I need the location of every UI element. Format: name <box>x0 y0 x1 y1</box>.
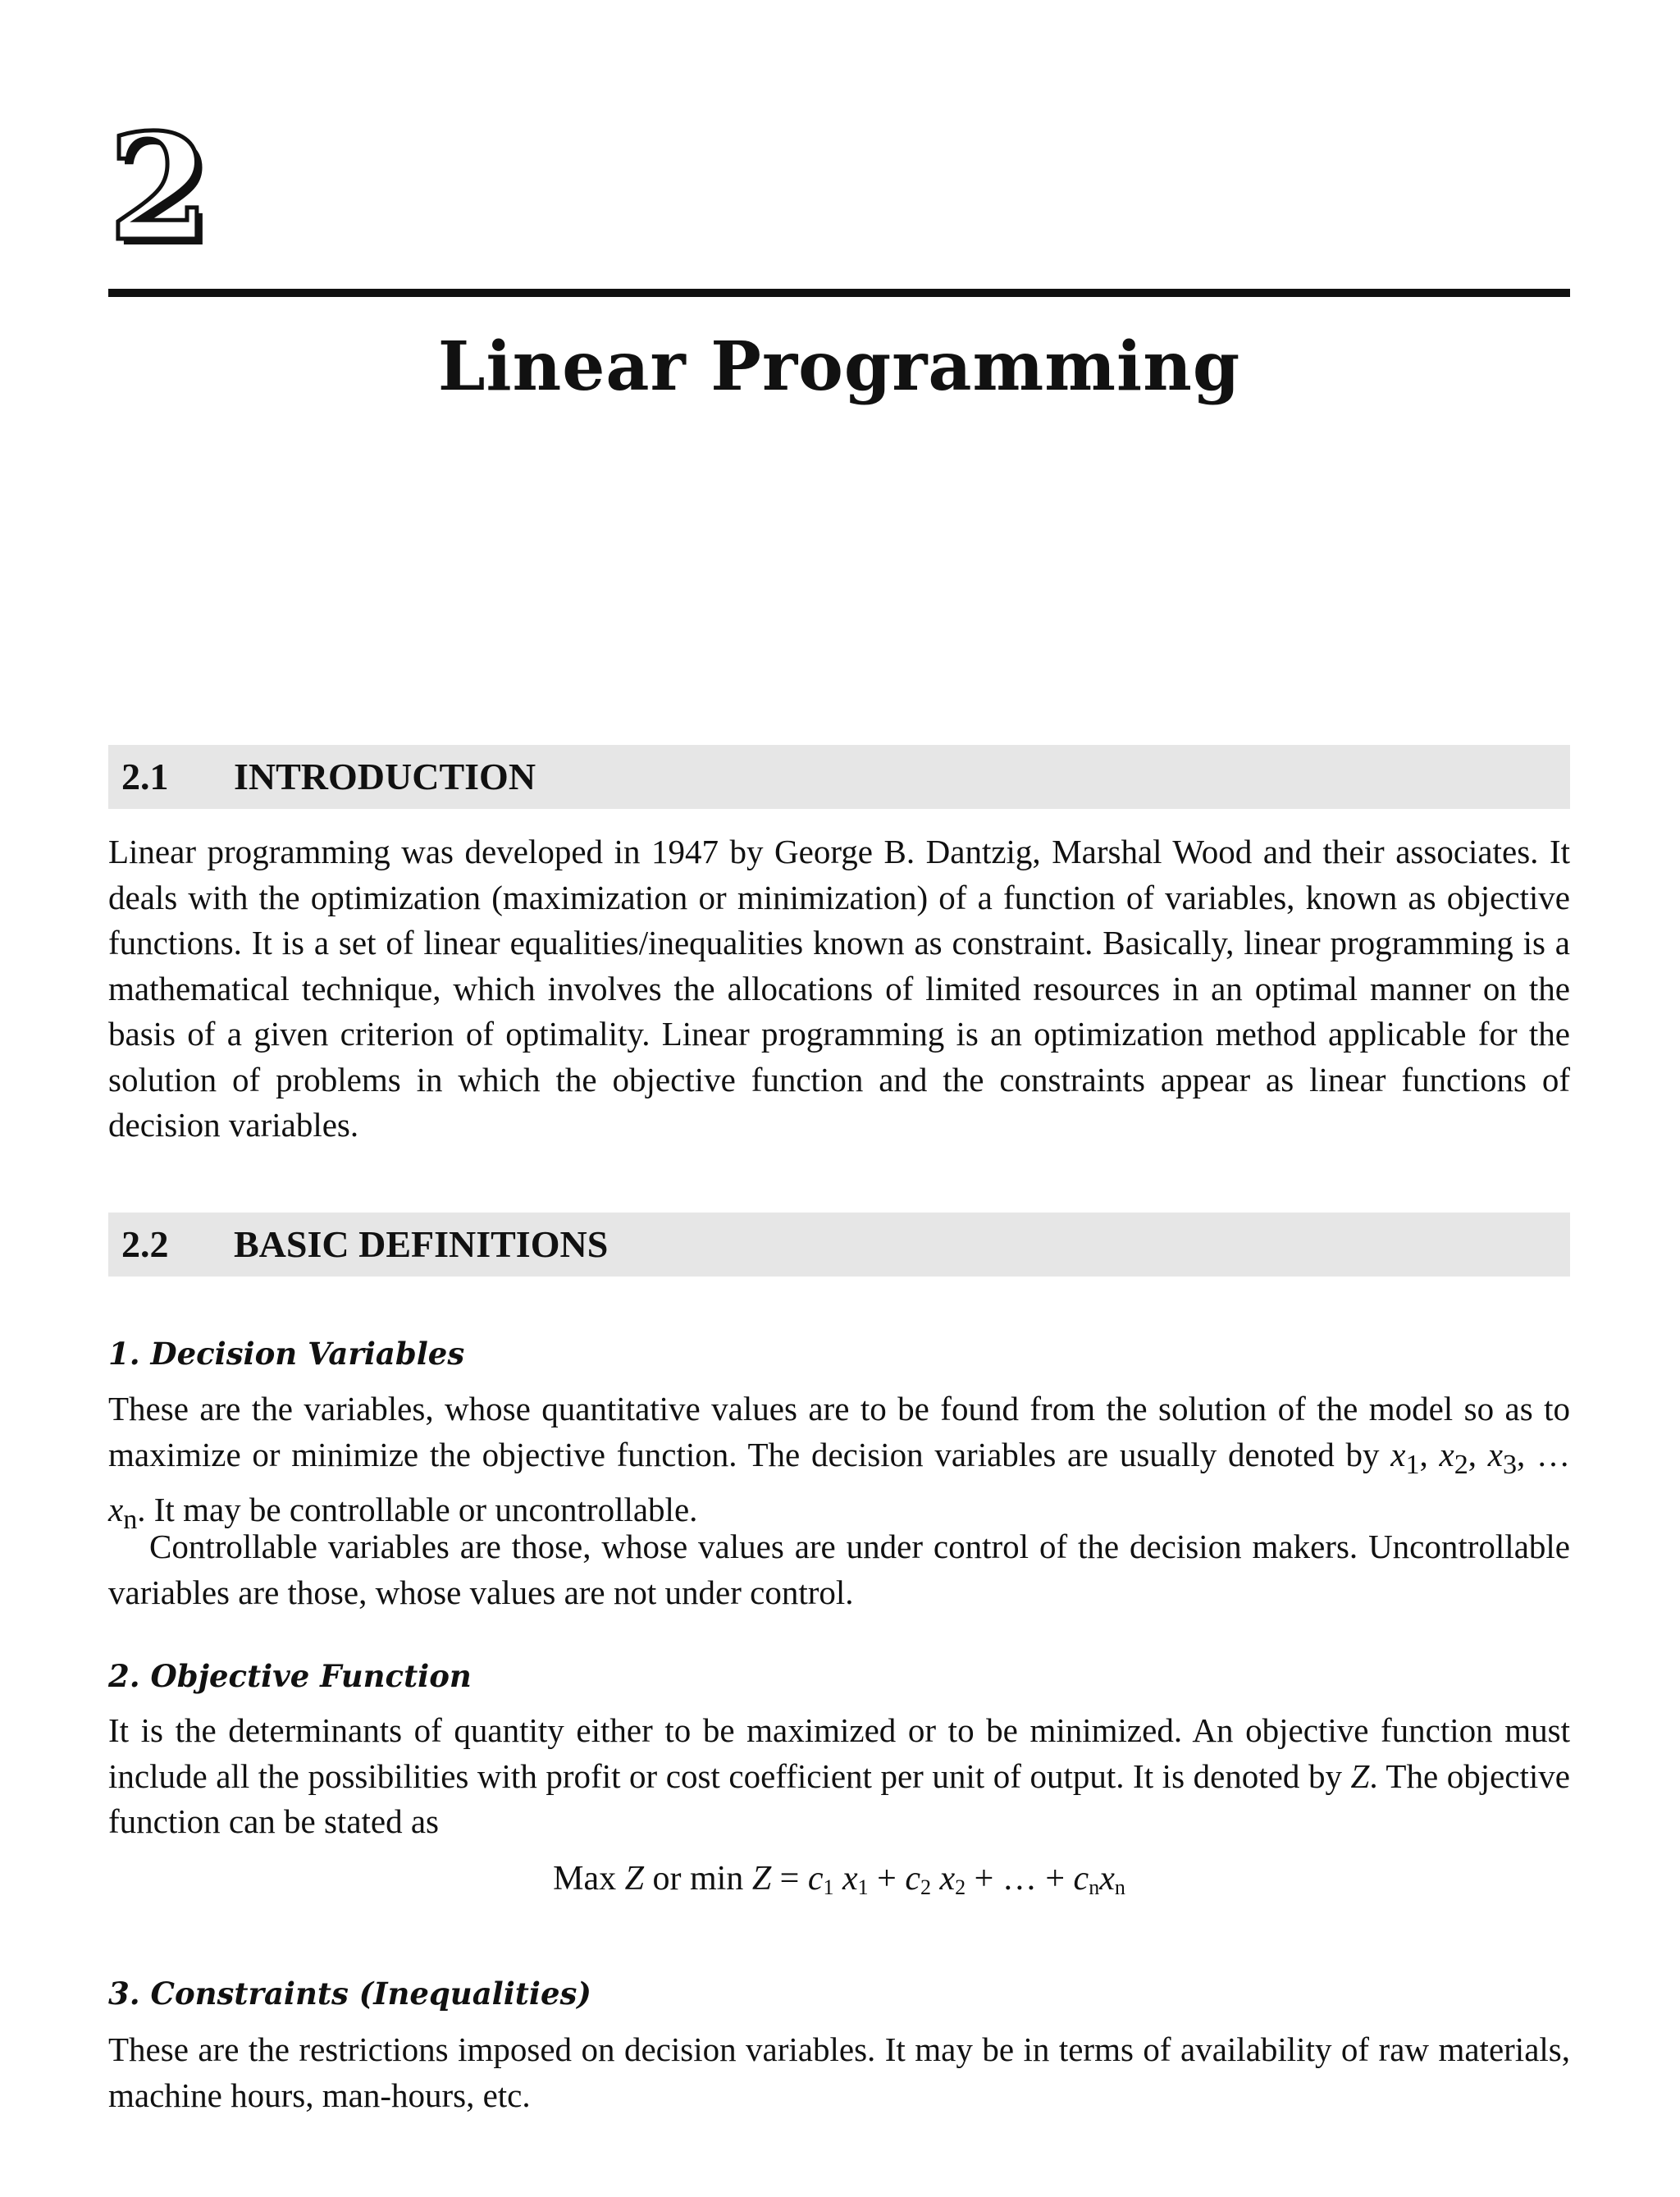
math-sub: 1 <box>857 1875 869 1899</box>
constraints-paragraph: These are the restrictions imposed on decision variables. It may be in terms of availability of raw materials, machine hours, man-hours, etc. <box>108 2030 1570 2114</box>
formula-text: = <box>771 1860 808 1898</box>
chapter-rule <box>108 289 1570 297</box>
math-sub: n <box>123 1505 138 1536</box>
math-var: x <box>842 1860 858 1898</box>
chapter-number: 2 <box>108 102 210 273</box>
definition-heading-constraints: 3. Constraints (Inequalities) <box>108 1975 591 2012</box>
math-var: Z <box>624 1860 644 1898</box>
math-var: x <box>1487 1435 1503 1473</box>
chapter-title: Linear Programming <box>437 327 1241 406</box>
introduction-paragraph: Linear programming was developed in 1947 by George B. Dantzig, Marshal Wood and their associates. It deals with the optimization (maximization or minimization) of a function of variables, known as objective functions. It is a set of linear equalities/inequalities known as constraint. Basically, linear programming is a mathematical technique, which involves the allocations of limited resources in an optimal manner on the basis of a given criterion of optimality. Linear programming is an optimization method applicable for the solution of problems in which the objective function and the constraints appear as linear functions of decision variables. <box>108 833 1570 1144</box>
formula-text: or min <box>643 1860 752 1898</box>
definition-heading-decision-variables: 1. Decision Variables <box>108 1336 465 1372</box>
section-number: 2.2 <box>121 1223 169 1265</box>
math-var: x <box>1099 1860 1115 1898</box>
math-var: c <box>1073 1860 1089 1898</box>
math-var: c <box>905 1860 921 1898</box>
decision-variables-paragraph <box>108 1386 1570 1543</box>
formula-text: + <box>868 1860 906 1898</box>
math-var: x <box>1439 1435 1454 1473</box>
math-var: c <box>807 1860 824 1898</box>
math-var: Z <box>1350 1756 1370 1795</box>
section-title: INTRODUCTION <box>234 756 536 797</box>
text-run: These are the variables, whose quantitative values are to be found from the solution of the model so as to maximize or minimize the objective function. The decision variables are usually denoted by <box>108 1390 1570 1473</box>
math-var: x <box>1390 1435 1406 1473</box>
text-run: . The objective function can be stated as <box>108 1756 1570 1840</box>
math-sub: n <box>1114 1875 1125 1899</box>
objective-function-formula <box>108 1854 1570 1903</box>
section-title: BASIC DEFINITIONS <box>234 1223 609 1265</box>
definition-heading-objective-function: 2. Objective Function <box>108 1658 472 1694</box>
math-sub: 1 <box>823 1875 834 1899</box>
formula-text: Max <box>553 1860 625 1898</box>
math-var: Z <box>751 1860 772 1898</box>
section-number: 2.1 <box>121 756 169 797</box>
text-run: It is the determinants of quantity either to be maximized or to be minimized. An objective function must include all the possibilities with profit or cost coefficient per unit of output. It is denoted by <box>108 1711 1570 1795</box>
math-sub: 2 <box>955 1875 966 1899</box>
formula-text: + … + <box>966 1860 1074 1898</box>
objective-function-paragraph <box>108 1708 1570 1845</box>
text-run: , … <box>1517 1435 1571 1473</box>
section-heading-introduction <box>108 745 1570 809</box>
text-run: , <box>1419 1435 1440 1473</box>
math-var: x <box>108 1491 124 1529</box>
math-var: x <box>939 1860 956 1898</box>
section-heading-basic-definitions <box>108 1213 1570 1277</box>
math-sub: 3 <box>1502 1449 1518 1480</box>
math-sub: 2 <box>1454 1449 1468 1480</box>
math-sub: n <box>1089 1875 1100 1899</box>
math-sub: 1 <box>1405 1449 1420 1480</box>
math-sub: 2 <box>920 1875 932 1899</box>
controllable-variables-paragraph: Controllable variables are those, whose values are under control of the decision makers. Uncontrollable variables are those, whose values are not under control. <box>108 1528 1570 1611</box>
text-run: , <box>1468 1435 1488 1473</box>
text-run: . It may be controllable or uncontrollable. <box>137 1491 698 1529</box>
